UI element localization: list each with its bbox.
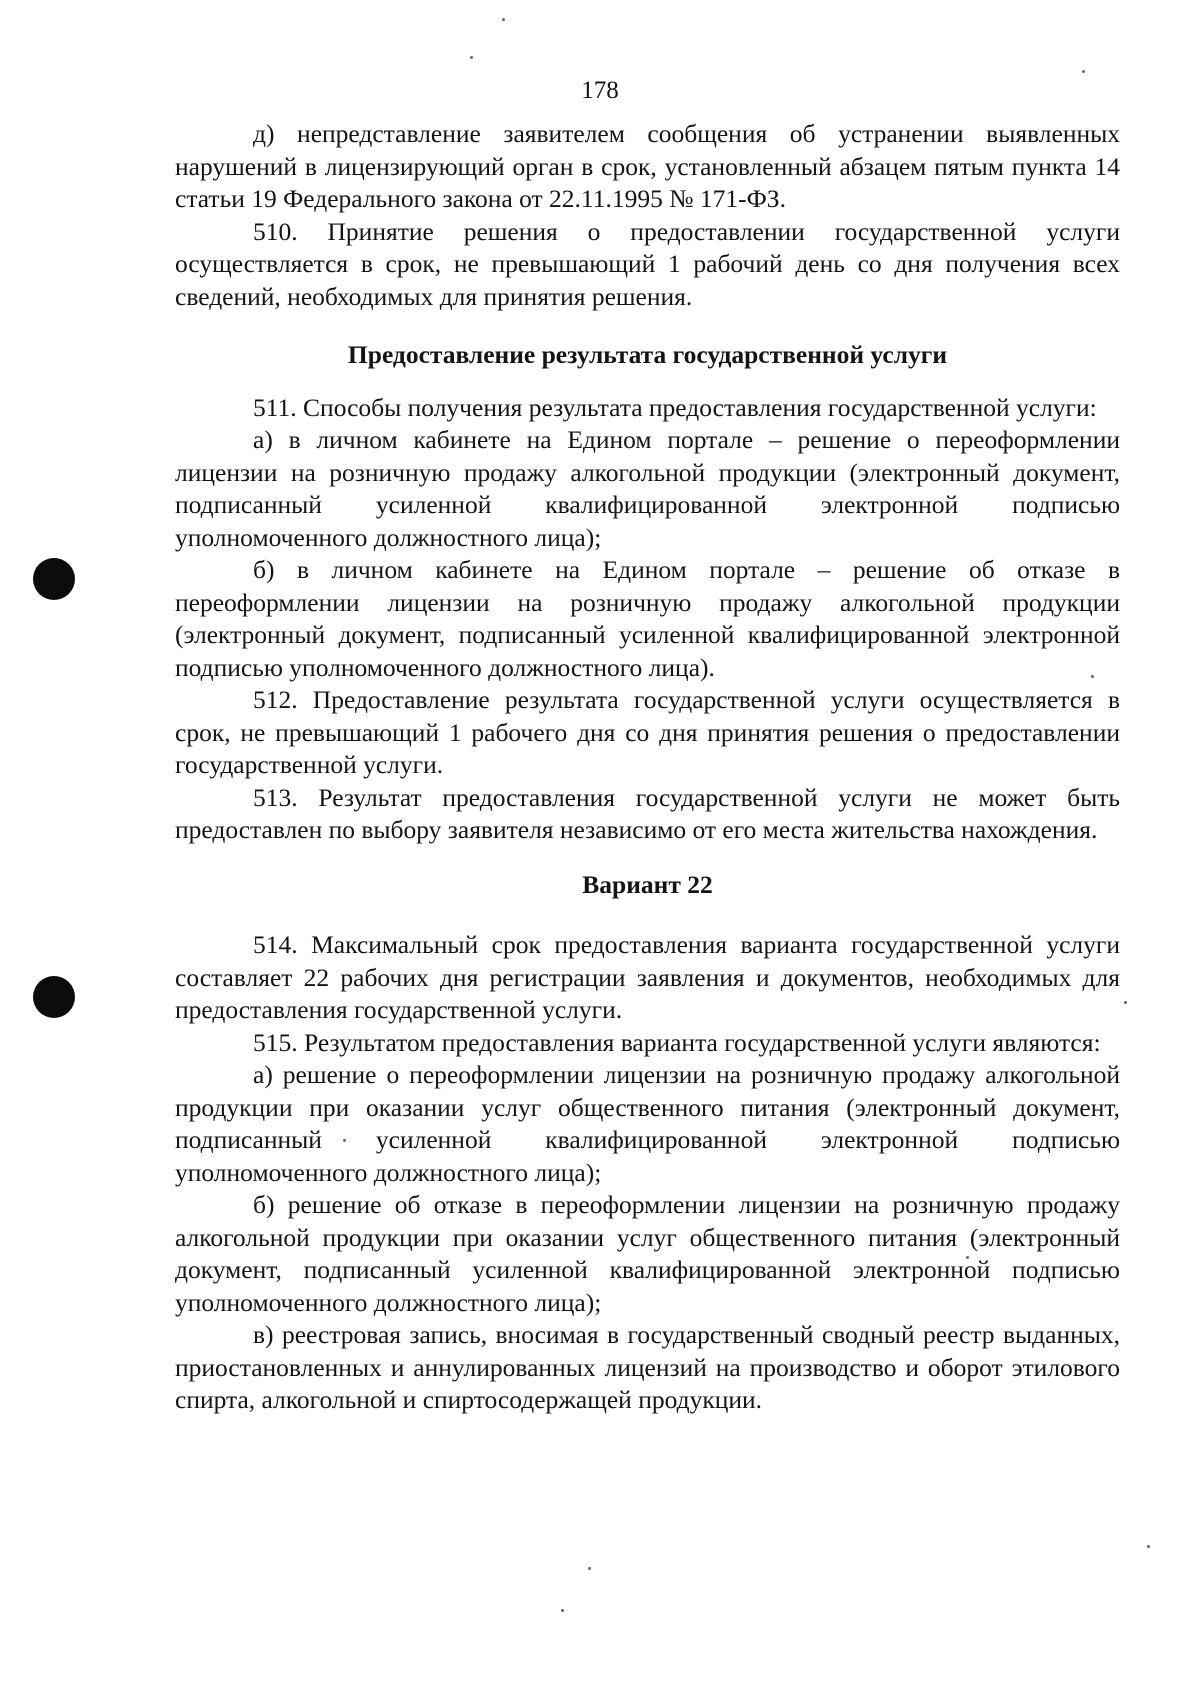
paragraph-515-a: а) решение о переоформлении лицензии на розничную продажу алкогольной продукции при оказании услуг общественного питания (электронный документ, подписанный усиленной квалифицированной электронной подписью уполномоченного должностного лица);: [175, 1060, 1120, 1187]
document-body: [175, 118, 1120, 1417]
paragraph-511-b: б) в личном кабинете на Едином портале – решение об отказе в переоформлении лицензии на розничную продажу алкогольной продукции (электронный документ, подписанный усиленной квалифицированной электронной подписью уполномоченного должностного лица).: [175, 555, 1120, 682]
scan-speck: [1147, 1545, 1150, 1548]
punch-hole-top: [33, 558, 75, 600]
paragraph-515-b: б) решение об отказе в переоформлении лицензии на розничную продажу алкогольной продукции при оказании услуг общественного питания (электронный документ, подписанный усиленной квалифицированной электронной подписью уполномоченного должностного лица);: [175, 1190, 1120, 1317]
paragraph-item-d: д) непредставление заявителем сообщения об устранении выявленных нарушений в лицензирующий орган в срок, установленный абзацем пятым пункта 14 статьи 19 Федерального закона от 22.11.1995 № 171-ФЗ.: [175, 119, 1120, 213]
scan-speck: [1082, 70, 1085, 73]
scan-speck: [561, 1609, 564, 1612]
paragraph-511: 511. Способы получения результата предоставления государственной услуги:: [253, 392, 1097, 422]
section-heading-variant-22: Вариант 22: [582, 869, 713, 899]
paragraph-510: 510. Принятие решения о предоставлении государственной услуги осуществляется в срок, не превышающий 1 рабочий день со дня получения всех сведений, необходимых для принятия решения.: [175, 216, 1120, 311]
paragraph-515-c: в) реестровая запись, вносимая в государственный сводный реестр выданных, приостановленных и аннулированных лицензий на производство и оборот этилового спирта, алкогольной и спиртосодержащей продукции.: [175, 1320, 1120, 1414]
scan-speck: [588, 1567, 591, 1570]
paragraph-512: 512. Предоставление результата государственной услуги осуществляется в срок, не превышающий 1 рабочего дня со дня принятия решения о предоставлении государственной услуги.: [175, 685, 1120, 779]
page-number: 178: [581, 77, 619, 104]
paragraph-513: 513. Результат предоставления государственной услуги не может быть предоставлен по выбору заявителя независимо от его места жительства нахождения.: [175, 782, 1120, 844]
section-heading-result: Предоставление результата государственной услуги: [347, 340, 948, 369]
scan-speck: [1124, 1001, 1127, 1004]
scan-speck: [470, 56, 473, 59]
paragraph-514: 514. Максимальный срок предоставления варианта государственной услуги составляет 22 рабочих дня регистрации заявления и документов, необходимых для предоставления государственной услуги.: [175, 930, 1120, 1024]
scan-speck: [502, 18, 505, 21]
paragraph-511-a: а) в личном кабинете на Едином портале – решение о переоформлении лицензии на розничную продажу алкогольной продукции (электронный документ, подписанный усиленной квалифицированной электронной подписью уполномоченного должностного лица);: [175, 425, 1120, 552]
punch-hole-bottom: [33, 976, 75, 1018]
paragraph-515: 515. Результатом предоставления варианта государственной услуги являются:: [253, 1027, 1101, 1057]
